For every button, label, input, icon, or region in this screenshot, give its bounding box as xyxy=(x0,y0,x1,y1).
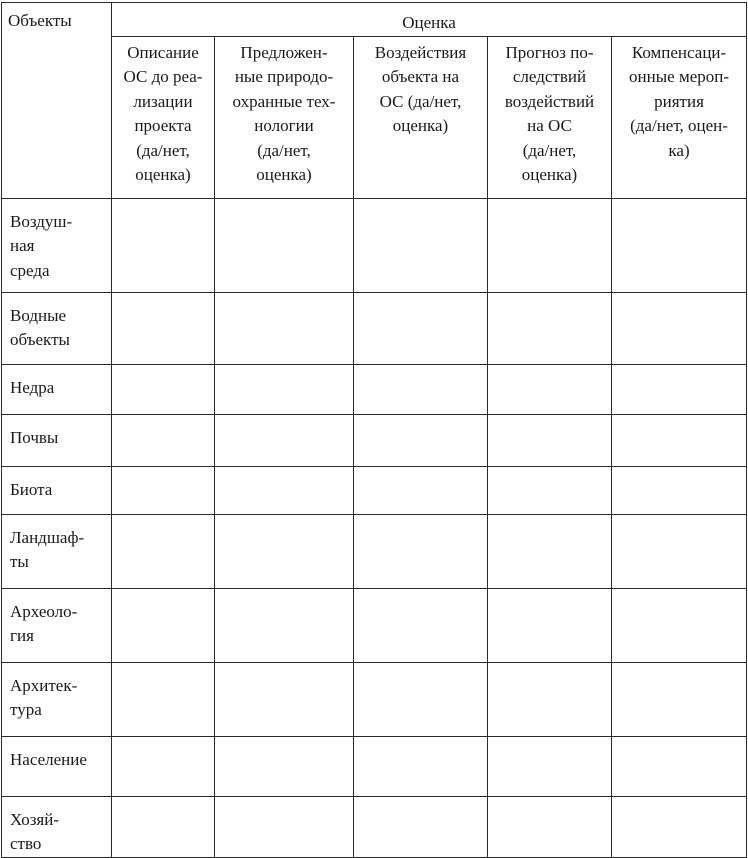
table-cell xyxy=(112,198,215,292)
row-label-landscapes: Ландшаф- ты xyxy=(2,514,112,588)
table-cell xyxy=(112,414,215,466)
row-label-air: Воздуш- ная среда xyxy=(2,198,112,292)
column-header-impacts: Воздействия объекта на ОС (да/нет, оценка) xyxy=(354,36,488,198)
table-cell xyxy=(488,796,612,857)
table-cell xyxy=(612,588,747,662)
table-cell xyxy=(354,292,488,364)
row-label-architecture: Архитек- тура xyxy=(2,662,112,736)
table-cell xyxy=(215,588,354,662)
table-row xyxy=(2,198,747,292)
table-row xyxy=(2,414,747,466)
table-cell xyxy=(354,414,488,466)
table-cell xyxy=(354,796,488,857)
table-cell xyxy=(488,662,612,736)
table-row xyxy=(2,796,747,857)
table-cell xyxy=(215,736,354,796)
table-cell xyxy=(215,466,354,514)
table-row xyxy=(2,364,747,414)
row-label-water: Водные объекты xyxy=(2,292,112,364)
table-cell xyxy=(488,466,612,514)
table-cell xyxy=(215,796,354,857)
table-cell xyxy=(112,466,215,514)
table-cell xyxy=(215,364,354,414)
row-label-biota: Биота xyxy=(2,466,112,514)
table-cell xyxy=(488,736,612,796)
column-header-impact-forecast: Прогноз по- следствий воздействий на ОС (да/нет, оценка) xyxy=(488,36,612,198)
table-cell xyxy=(612,292,747,364)
table-cell xyxy=(112,364,215,414)
table-cell xyxy=(112,514,215,588)
table-cell xyxy=(488,514,612,588)
table-cell xyxy=(112,292,215,364)
table-cell xyxy=(488,588,612,662)
table-cell xyxy=(112,796,215,857)
table-row xyxy=(2,662,747,736)
assessment-table xyxy=(1,2,747,858)
table-cell xyxy=(354,364,488,414)
table-cell xyxy=(215,292,354,364)
row-label-archaeology: Археоло- гия xyxy=(2,588,112,662)
table-cell xyxy=(354,466,488,514)
table-cell xyxy=(488,198,612,292)
table-cell xyxy=(612,364,747,414)
table-cell xyxy=(215,414,354,466)
table-cell xyxy=(612,514,747,588)
table-row xyxy=(2,466,747,514)
table-cell xyxy=(612,796,747,857)
table-row xyxy=(2,514,747,588)
table-row xyxy=(2,736,747,796)
table-cell xyxy=(488,364,612,414)
table-cell xyxy=(488,414,612,466)
table-cell xyxy=(112,588,215,662)
table-cell xyxy=(354,198,488,292)
table-cell xyxy=(354,662,488,736)
table-cell xyxy=(612,414,747,466)
table-cell xyxy=(354,736,488,796)
row-label-economy: Хозяй- ство xyxy=(2,796,112,857)
column-header-protective-technologies: Предложен- ные природо- охранные тех- нологии (да/нет, оценка) xyxy=(215,36,354,198)
column-header-compensation-measures: Компенсаци- онные мероп- риятия (да/нет, оцен- ка) xyxy=(612,36,747,198)
table-row xyxy=(2,588,747,662)
table-cell xyxy=(215,662,354,736)
table-cell xyxy=(354,588,488,662)
row-label-subsoil: Недра xyxy=(2,364,112,414)
table-cell xyxy=(488,292,612,364)
table-cell xyxy=(215,514,354,588)
table-cell xyxy=(612,466,747,514)
table-cell xyxy=(215,198,354,292)
table-row xyxy=(2,292,747,364)
assessment-group-header: Оценка xyxy=(112,3,747,37)
table-cell xyxy=(612,736,747,796)
objects-column-header: Объекты xyxy=(2,3,112,199)
row-label-soils: Почвы xyxy=(2,414,112,466)
table-cell xyxy=(112,736,215,796)
row-label-population: Население xyxy=(2,736,112,796)
column-header-baseline-description: Описание ОС до реа- лизации проекта (да/нет, оценка) xyxy=(112,36,215,198)
table-cell xyxy=(112,662,215,736)
table-cell xyxy=(612,662,747,736)
table-cell xyxy=(354,514,488,588)
table-cell xyxy=(612,198,747,292)
